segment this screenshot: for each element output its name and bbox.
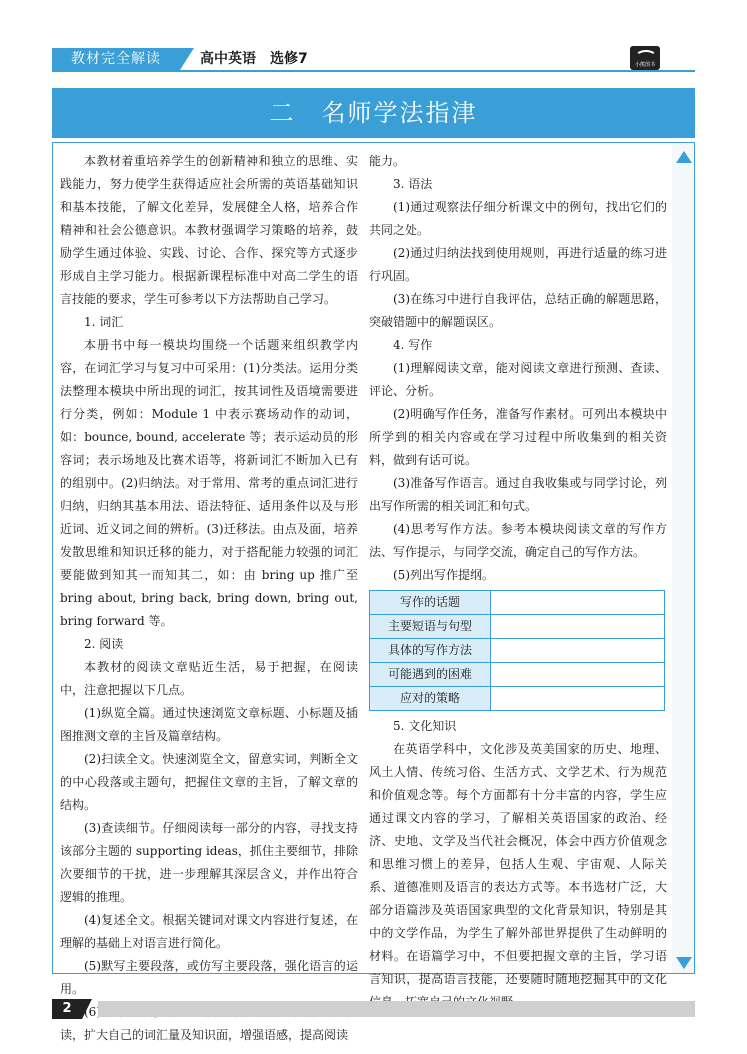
row-value	[491, 639, 665, 663]
row-label: 应对的策略	[370, 687, 491, 711]
paragraph: (3)查读细节。仔细阅读每一部分的内容，寻找支持该部分主题的 supporting ideas，抓住主要细节，排除次要细节的干扰，进一步理解其深层含义，并作出符合逻辑的推理。	[60, 821, 358, 904]
paragraph: 2. 阅读	[84, 637, 124, 651]
row-label: 主要短语与句型	[370, 615, 491, 639]
paragraph: 本教材着重培养学生的创新精神和独立的思维、实践能力，努力使学生获得适应社会所需的英语基础知识和基本技能，了解文化差异，发展健全人格，培养合作精神和社会公德意识。本教材强调学习策略的培养，鼓励学生通过体验、实践、讨论、合作、探究等方式逐步形成自主学习能力。根据新课程标准中对高二学生的语言技能的要求，学生可参考以下方法帮助自己学习。	[60, 154, 358, 306]
header-rule	[52, 70, 695, 72]
paragraph: (2)明确写作任务，准备写作素材。可列出本模块中所学到的相关内容或在学习过程中所收集到的相关资料，做到有话可说。	[369, 407, 667, 467]
row-value	[491, 663, 665, 687]
footer-bar	[98, 1001, 695, 1017]
table-row	[370, 615, 665, 639]
right-column	[369, 150, 667, 1014]
paragraph: 3. 语法	[393, 177, 433, 191]
table-row	[370, 591, 665, 615]
paragraph: 本册书中每一模块均围绕一个话题来组织教学内容，在词汇学习与复习中可采用：(1)分类法。运用分类法整理本模块中所出现的词汇，按其词性及语境需要进行分类，例如：Module 1 中表示赛场动作的动词，如：bounce, bound, accelerate 等；表示运动员的形容词；表示场地及比赛术语等，将新词汇不断加入已有的组别中。(2)归纳法。对于常用、常考的重点词汇进行归纳，归纳其基本用法、语法特征、适用条件以及与形近词、近义词之间的辨析。(3)迁移法。由点及面，培养发散思维和知识迁移的能力，对于搭配能力较强的词汇要能做到知其一而知其二，如：由 bring up 推广至 bring about, bring back, bring down, bring out, bring forward 等。	[60, 338, 358, 628]
logo-text: 小熊图书	[634, 62, 655, 68]
row-label: 写作的话题	[370, 591, 491, 615]
scroll-up-arrow-icon[interactable]	[676, 151, 692, 163]
paragraph: (1)理解阅读文章，能对阅读文章进行预测、查读、评论、分析。	[369, 361, 667, 398]
scrollbar[interactable]	[672, 143, 694, 973]
paragraph: 5. 文化知识	[393, 719, 457, 733]
paragraph: 在英语学科中，文化涉及英美国家的历史、地理、风土人情、传统习俗、生活方式、文学艺术、行为规范和价值观念等。每个方面都有十分丰富的内容，学生应通过课文内容的学习，了解相关英语国家的政治、经济、史地、文学及当代社会概况，体会中西方价值观念和思维习惯上的差异，包括人生观、宇宙观、人际关系、道德准则及语言的表达方式等。本书选材广泛，大部分语篇涉及英语国家典型的文化背景知识，特别是其中的文学作品，为学生了解外部世界提供了生动鲜明的材料。在语篇学习中，不但要把握文章的主旨，学习语言知识，提高语言技能，还要随时随地挖掘其中的文化	[369, 742, 667, 986]
paragraph: 6 读，扩大自己的词汇量及知识面，增强语感，提高阅读	[60, 1005, 349, 1042]
paragraph: (2)通过归纳法找到使用规则，再进行适量的练习进行巩固。	[369, 246, 667, 283]
paragraph: (4)思考写作方法。参考本模块阅读文章的写作方法、写作提示，与同学交流，确定自己的写作方法。	[369, 522, 667, 559]
table-row	[370, 663, 665, 687]
publisher-logo	[630, 46, 660, 70]
paragraph: 1. 词汇	[84, 315, 124, 329]
paragraph: 能力。	[369, 154, 406, 168]
writing-outline-table	[369, 590, 665, 711]
section-title: 二 名师学法指津	[52, 88, 695, 138]
left-column	[60, 150, 358, 1047]
paragraph: (4)复述全文。根据关键词对课文内容进行复述，在理解的基础上对语言进行简化。	[60, 913, 358, 950]
right-column-top	[369, 150, 667, 587]
page-number: 2	[52, 999, 82, 1019]
paragraph: (3)准备写作语言。通过自我收集或与同学讨论，列出写作所需的相关词汇和句式。	[369, 476, 667, 513]
row-value	[491, 687, 665, 711]
page-header	[0, 0, 747, 80]
paragraph: (3)在练习中进行自我评估，总结正确的解题思路，突破错题中的解题误区。	[369, 292, 667, 329]
paragraph: (1)纵览全篇。通过快速浏览文章标题、小标题及插图推测文章的主旨及篇章结构。	[60, 706, 358, 743]
paragraph: (1)通过观察法仔细分析课文中的例句，找出它们的共同之处。	[369, 200, 667, 237]
book-title: 高中英语 选修7	[200, 51, 308, 67]
scroll-down-arrow-icon[interactable]	[676, 957, 692, 969]
row-label: 具体的写作方法	[370, 639, 491, 663]
series-tab: 教材完全解读	[52, 48, 180, 70]
row-value	[491, 615, 665, 639]
paragraph: (5)默写主要段落，或仿写主要段落，强化语言的运用。	[60, 959, 358, 996]
paragraph: (5)列出写作提纲。	[393, 568, 494, 582]
row-label: 可能遇到的困难	[370, 663, 491, 687]
table-row	[370, 639, 665, 663]
table-row	[370, 687, 665, 711]
paragraph: (2)扫读全文。快速浏览全文，留意实词，判断全文的中心段落或主题句，把握住文章的主旨，了解文章的结构。	[60, 752, 358, 812]
paragraph: 本教材的阅读文章贴近生活，易于把握，在阅读中，注意把握以下几点。	[60, 660, 358, 697]
right-column-bottom	[369, 715, 667, 1014]
paragraph: 4. 写作	[393, 338, 433, 352]
row-value	[491, 591, 665, 615]
